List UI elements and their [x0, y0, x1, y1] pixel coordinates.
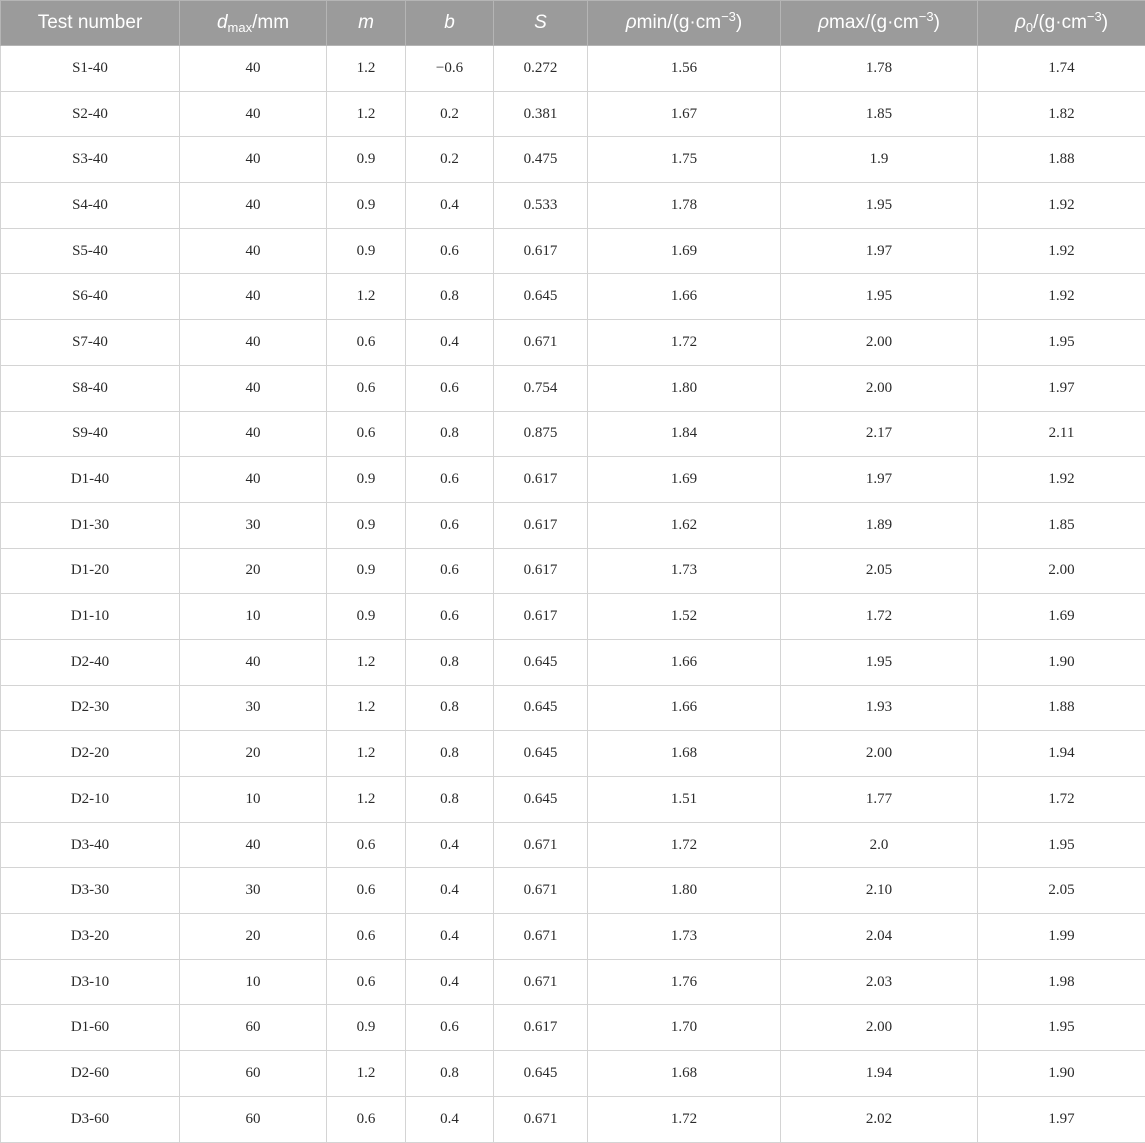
cell-b: 0.4: [406, 320, 494, 366]
cell-rho-max: 1.93: [781, 685, 978, 731]
cell-dmax: 40: [180, 228, 327, 274]
header-rho-0-close: ): [1101, 12, 1109, 33]
cell-s: 0.617: [494, 1005, 588, 1051]
cell-dmax: 40: [180, 639, 327, 685]
cell-b: 0.8: [406, 411, 494, 457]
header-rho-min-symbol: ρ: [625, 12, 637, 33]
cell-rho-min: 1.68: [588, 1051, 781, 1097]
cell-b: 0.8: [406, 685, 494, 731]
cell-dmax: 40: [180, 183, 327, 229]
cell-rho-min: 1.80: [588, 868, 781, 914]
cell-m: 0.6: [327, 868, 406, 914]
cell-rho-max: 2.0: [781, 822, 978, 868]
cell-rho-min: 1.67: [588, 91, 781, 137]
table-row: [1, 777, 1145, 823]
cell-m: 0.9: [327, 548, 406, 594]
table-row: [1, 320, 1145, 366]
cell-dmax: 40: [180, 411, 327, 457]
cell-test-number: D2-40: [1, 639, 180, 685]
cell-s: 0.645: [494, 685, 588, 731]
cell-m: 1.2: [327, 1051, 406, 1097]
cell-rho-max: 2.05: [781, 548, 978, 594]
cell-dmax: 40: [180, 137, 327, 183]
header-m-label: m: [358, 12, 374, 33]
cell-rho-max: 1.9: [781, 137, 978, 183]
cell-s: 0.645: [494, 274, 588, 320]
cell-rho-0: 1.99: [978, 914, 1145, 960]
cell-b: 0.8: [406, 731, 494, 777]
header-rho-0-unit: /(g·cm: [1033, 12, 1087, 33]
cell-test-number: D1-60: [1, 1005, 180, 1051]
header-rho-0-subscript: 0: [1025, 20, 1034, 35]
cell-rho-min: 1.69: [588, 228, 781, 274]
cell-dmax: 40: [180, 822, 327, 868]
cell-dmax: 10: [180, 594, 327, 640]
cell-m: 1.2: [327, 91, 406, 137]
cell-m: 0.9: [327, 502, 406, 548]
cell-rho-min: 1.70: [588, 1005, 781, 1051]
cell-s: 0.272: [494, 46, 588, 92]
cell-b: 0.6: [406, 548, 494, 594]
cell-rho-0: 2.05: [978, 868, 1145, 914]
cell-b: −0.6: [406, 46, 494, 92]
cell-rho-max: 1.95: [781, 639, 978, 685]
cell-s: 0.617: [494, 594, 588, 640]
cell-test-number: S6-40: [1, 274, 180, 320]
table-row: [1, 137, 1145, 183]
cell-m: 0.9: [327, 457, 406, 503]
table-row: [1, 46, 1145, 92]
cell-rho-max: 1.77: [781, 777, 978, 823]
cell-dmax: 30: [180, 868, 327, 914]
table-row: [1, 365, 1145, 411]
table-row: [1, 639, 1145, 685]
cell-s: 0.645: [494, 639, 588, 685]
cell-dmax: 40: [180, 320, 327, 366]
cell-rho-max: 2.00: [781, 320, 978, 366]
cell-b: 0.8: [406, 1051, 494, 1097]
cell-rho-max: 2.02: [781, 1096, 978, 1142]
cell-rho-min: 1.66: [588, 639, 781, 685]
cell-rho-0: 2.00: [978, 548, 1145, 594]
cell-test-number: S8-40: [1, 365, 180, 411]
table-row: [1, 1005, 1145, 1051]
cell-b: 0.4: [406, 1096, 494, 1142]
cell-test-number: S7-40: [1, 320, 180, 366]
cell-rho-0: 1.92: [978, 183, 1145, 229]
cell-rho-min: 1.52: [588, 594, 781, 640]
cell-rho-min: 1.69: [588, 457, 781, 503]
cell-m: 0.9: [327, 137, 406, 183]
cell-test-number: D3-40: [1, 822, 180, 868]
cell-s: 0.671: [494, 1096, 588, 1142]
cell-rho-max: 2.03: [781, 959, 978, 1005]
cell-dmax: 60: [180, 1005, 327, 1051]
cell-s: 0.533: [494, 183, 588, 229]
cell-rho-0: 1.94: [978, 731, 1145, 777]
header-rho-0: [978, 1, 1145, 46]
header-rho-min-exponent: −3: [721, 9, 736, 24]
cell-b: 0.2: [406, 137, 494, 183]
cell-s: 0.475: [494, 137, 588, 183]
header-dmax-unit: /mm: [252, 12, 290, 33]
header-rho-max: [781, 1, 978, 46]
cell-test-number: S2-40: [1, 91, 180, 137]
cell-rho-min: 1.73: [588, 914, 781, 960]
cell-test-number: D2-30: [1, 685, 180, 731]
cell-b: 0.6: [406, 594, 494, 640]
header-dmax: [180, 1, 327, 46]
cell-rho-min: 1.73: [588, 548, 781, 594]
cell-s: 0.754: [494, 365, 588, 411]
cell-rho-max: 1.97: [781, 457, 978, 503]
cell-test-number: D3-60: [1, 1096, 180, 1142]
header-rho-max-unit: max/(g·cm: [829, 12, 919, 33]
cell-s: 0.645: [494, 731, 588, 777]
header-rho-min-close: ): [735, 12, 743, 33]
cell-test-number: D3-10: [1, 959, 180, 1005]
cell-rho-min: 1.84: [588, 411, 781, 457]
cell-b: 0.4: [406, 868, 494, 914]
cell-b: 0.8: [406, 639, 494, 685]
cell-rho-max: 2.10: [781, 868, 978, 914]
table-row: [1, 822, 1145, 868]
table-row: [1, 411, 1145, 457]
cell-test-number: D3-30: [1, 868, 180, 914]
cell-rho-0: 1.74: [978, 46, 1145, 92]
cell-s: 0.671: [494, 959, 588, 1005]
cell-m: 1.2: [327, 685, 406, 731]
table-row: [1, 914, 1145, 960]
cell-rho-max: 1.89: [781, 502, 978, 548]
cell-rho-min: 1.76: [588, 959, 781, 1005]
table-row: [1, 1096, 1145, 1142]
cell-b: 0.8: [406, 777, 494, 823]
cell-s: 0.617: [494, 457, 588, 503]
cell-b: 0.4: [406, 914, 494, 960]
table-row: [1, 1051, 1145, 1097]
cell-rho-max: 2.00: [781, 731, 978, 777]
table-row: [1, 91, 1145, 137]
cell-s: 0.671: [494, 914, 588, 960]
cell-dmax: 60: [180, 1096, 327, 1142]
cell-rho-min: 1.62: [588, 502, 781, 548]
cell-m: 1.2: [327, 639, 406, 685]
cell-test-number: S1-40: [1, 46, 180, 92]
cell-rho-max: 1.72: [781, 594, 978, 640]
cell-rho-min: 1.75: [588, 137, 781, 183]
cell-b: 0.4: [406, 822, 494, 868]
cell-s: 0.381: [494, 91, 588, 137]
header-test-number-label: Test number: [37, 12, 143, 33]
cell-rho-0: 1.82: [978, 91, 1145, 137]
cell-m: 0.6: [327, 959, 406, 1005]
cell-s: 0.875: [494, 411, 588, 457]
cell-rho-0: 1.92: [978, 274, 1145, 320]
header-rho-0-exponent: −3: [1086, 9, 1102, 24]
table-row: [1, 183, 1145, 229]
cell-m: 0.9: [327, 228, 406, 274]
cell-s: 0.617: [494, 548, 588, 594]
cell-test-number: D1-30: [1, 502, 180, 548]
cell-test-number: S4-40: [1, 183, 180, 229]
cell-rho-0: 1.88: [978, 137, 1145, 183]
header-rho-0-symbol: ρ: [1014, 12, 1026, 33]
header-s: [494, 1, 588, 46]
cell-dmax: 30: [180, 502, 327, 548]
cell-rho-0: 1.97: [978, 365, 1145, 411]
cell-rho-min: 1.72: [588, 1096, 781, 1142]
cell-dmax: 10: [180, 777, 327, 823]
cell-rho-0: 1.69: [978, 594, 1145, 640]
cell-test-number: D1-40: [1, 457, 180, 503]
cell-s: 0.617: [494, 228, 588, 274]
cell-dmax: 20: [180, 914, 327, 960]
table-row: [1, 228, 1145, 274]
cell-rho-0: 2.11: [978, 411, 1145, 457]
cell-dmax: 40: [180, 91, 327, 137]
cell-rho-min: 1.66: [588, 685, 781, 731]
cell-rho-0: 1.85: [978, 502, 1145, 548]
cell-test-number: D2-20: [1, 731, 180, 777]
table-row: [1, 868, 1145, 914]
cell-b: 0.4: [406, 959, 494, 1005]
table-row: [1, 548, 1145, 594]
cell-s: 0.645: [494, 1051, 588, 1097]
cell-rho-max: 1.95: [781, 183, 978, 229]
header-b: [406, 1, 494, 46]
header-rho-min-unit: min/(g·cm: [636, 12, 722, 33]
header-row: [1, 1, 1145, 46]
cell-rho-0: 1.95: [978, 1005, 1145, 1051]
cell-rho-0: 1.92: [978, 457, 1145, 503]
cell-rho-0: 1.72: [978, 777, 1145, 823]
cell-m: 1.2: [327, 274, 406, 320]
cell-m: 1.2: [327, 46, 406, 92]
cell-rho-min: 1.80: [588, 365, 781, 411]
cell-rho-0: 1.92: [978, 228, 1145, 274]
cell-s: 0.671: [494, 822, 588, 868]
cell-b: 0.6: [406, 1005, 494, 1051]
table-row: [1, 502, 1145, 548]
table-row: [1, 274, 1145, 320]
cell-rho-min: 1.72: [588, 320, 781, 366]
cell-rho-min: 1.72: [588, 822, 781, 868]
cell-rho-0: 1.98: [978, 959, 1145, 1005]
cell-test-number: S3-40: [1, 137, 180, 183]
cell-rho-max: 1.78: [781, 46, 978, 92]
cell-dmax: 20: [180, 731, 327, 777]
cell-b: 0.6: [406, 457, 494, 503]
cell-rho-max: 2.00: [781, 1005, 978, 1051]
cell-test-number: S5-40: [1, 228, 180, 274]
cell-dmax: 60: [180, 1051, 327, 1097]
cell-rho-max: 2.00: [781, 365, 978, 411]
cell-rho-max: 2.17: [781, 411, 978, 457]
cell-m: 0.6: [327, 822, 406, 868]
cell-m: 0.6: [327, 365, 406, 411]
header-b-label: b: [444, 12, 455, 33]
header-test-number: [1, 1, 180, 46]
cell-m: 0.9: [327, 183, 406, 229]
cell-test-number: D1-10: [1, 594, 180, 640]
header-s-label: S: [534, 12, 547, 33]
cell-s: 0.671: [494, 868, 588, 914]
cell-dmax: 40: [180, 46, 327, 92]
cell-s: 0.617: [494, 502, 588, 548]
table-row: [1, 731, 1145, 777]
header-rho-max-symbol: ρ: [818, 12, 829, 33]
cell-rho-min: 1.78: [588, 183, 781, 229]
table-row: [1, 457, 1145, 503]
cell-b: 0.4: [406, 183, 494, 229]
header-m: [327, 1, 406, 46]
cell-rho-min: 1.51: [588, 777, 781, 823]
cell-b: 0.6: [406, 228, 494, 274]
cell-rho-min: 1.66: [588, 274, 781, 320]
header-rho-max-exponent: −3: [918, 9, 934, 24]
cell-b: 0.8: [406, 274, 494, 320]
cell-b: 0.6: [406, 502, 494, 548]
cell-rho-max: 1.95: [781, 274, 978, 320]
cell-b: 0.2: [406, 91, 494, 137]
cell-m: 1.2: [327, 731, 406, 777]
cell-rho-min: 1.68: [588, 731, 781, 777]
cell-dmax: 30: [180, 685, 327, 731]
cell-m: 0.6: [327, 320, 406, 366]
cell-rho-max: 1.97: [781, 228, 978, 274]
cell-rho-max: 1.85: [781, 91, 978, 137]
cell-dmax: 20: [180, 548, 327, 594]
cell-rho-0: 1.90: [978, 1051, 1145, 1097]
cell-rho-0: 1.95: [978, 822, 1145, 868]
cell-test-number: D3-20: [1, 914, 180, 960]
cell-s: 0.645: [494, 777, 588, 823]
cell-test-number: D1-20: [1, 548, 180, 594]
cell-rho-0: 1.88: [978, 685, 1145, 731]
cell-m: 0.9: [327, 594, 406, 640]
cell-dmax: 10: [180, 959, 327, 1005]
cell-dmax: 40: [180, 457, 327, 503]
header-dmax-subscript: max: [227, 20, 253, 35]
table-row: [1, 594, 1145, 640]
table-body: [1, 46, 1145, 1143]
cell-rho-max: 1.94: [781, 1051, 978, 1097]
header-dmax-symbol: d: [216, 12, 228, 33]
cell-m: 0.9: [327, 1005, 406, 1051]
cell-rho-0: 1.90: [978, 639, 1145, 685]
cell-rho-0: 1.97: [978, 1096, 1145, 1142]
table-row: [1, 959, 1145, 1005]
header-rho-max-close: ): [933, 12, 940, 33]
cell-m: 0.6: [327, 914, 406, 960]
cell-test-number: D2-10: [1, 777, 180, 823]
header-rho-min: [588, 1, 781, 46]
cell-m: 0.6: [327, 1096, 406, 1142]
cell-dmax: 40: [180, 365, 327, 411]
cell-rho-max: 2.04: [781, 914, 978, 960]
cell-dmax: 40: [180, 274, 327, 320]
cell-test-number: D2-60: [1, 1051, 180, 1097]
cell-rho-0: 1.95: [978, 320, 1145, 366]
cell-b: 0.6: [406, 365, 494, 411]
cell-s: 0.671: [494, 320, 588, 366]
cell-test-number: S9-40: [1, 411, 180, 457]
cell-rho-min: 1.56: [588, 46, 781, 92]
table-row: [1, 685, 1145, 731]
cell-m: 0.6: [327, 411, 406, 457]
cell-m: 1.2: [327, 777, 406, 823]
